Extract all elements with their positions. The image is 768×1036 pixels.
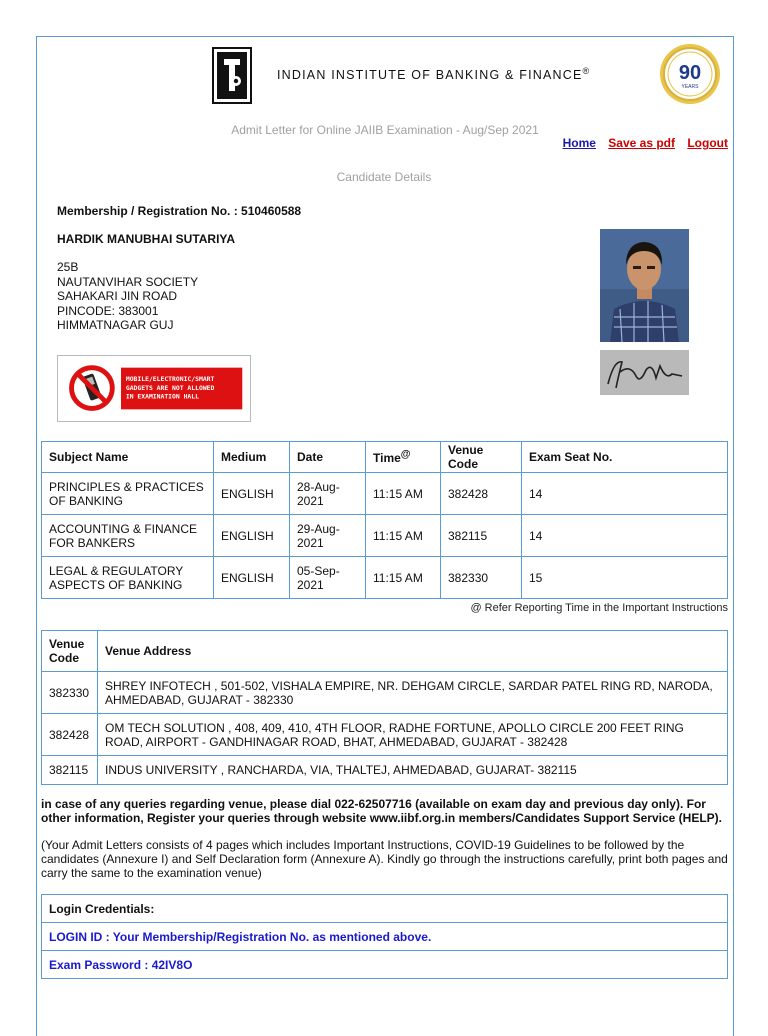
cell-subject: PRINCIPLES & PRACTICES OF BANKING xyxy=(42,473,214,515)
cell-subject: ACCOUNTING & FINANCE FOR BANKERS xyxy=(42,515,214,557)
header-seat: Exam Seat No. xyxy=(522,442,728,473)
cell-venue-code: 382330 xyxy=(441,557,522,599)
address-line: SAHAKARI JIN ROAD xyxy=(57,289,178,303)
cell-venue-code: 382115 xyxy=(441,515,522,557)
warning-line: MOBILE/ELECTRONIC/SMART xyxy=(125,375,215,384)
table-row xyxy=(42,515,728,557)
header-date: Date xyxy=(290,442,366,473)
header-subject: Subject Name xyxy=(42,442,214,473)
table-row xyxy=(42,923,728,951)
cell-date: 29-Aug-2021 xyxy=(290,515,366,557)
cell-seat: 15 xyxy=(522,557,728,599)
registration-number: Membership / Registration No. : 510460588 xyxy=(57,204,302,218)
exam-schedule-table xyxy=(41,441,728,599)
warning-line: GADGETS ARE NOT ALLOWED xyxy=(125,383,215,392)
cell-date: 28-Aug-2021 xyxy=(290,473,366,515)
cell-venue-address: SHREY INFOTECH , 501-502, VISHALA EMPIRE, NR. DEHGAM CIRCLE, SARDAR PATEL RING RD, NARODA, AHMEDABAD, GUJARAT - 382330 xyxy=(98,672,728,714)
reporting-time-note: @ Refer Reporting Time in the Important Instructions xyxy=(470,602,728,614)
cell-seat: 14 xyxy=(522,515,728,557)
table-row xyxy=(42,895,728,923)
table-header-row xyxy=(42,442,728,473)
anniversary-badge-icon xyxy=(659,42,721,106)
cell-date: 05-Sep-2021 xyxy=(290,557,366,599)
venue-address-table xyxy=(41,630,728,785)
candidate-photo xyxy=(600,229,689,342)
institute-name: INDIAN INSTITUTE OF BANKING & FINANCE® xyxy=(277,66,591,83)
login-credentials-table xyxy=(41,894,728,979)
address-line: NAUTANVIHAR SOCIETY xyxy=(57,274,199,289)
no-mobile-warning-sign xyxy=(57,355,251,422)
exam-password: Exam Password : 42IV8O xyxy=(42,951,728,979)
address-line: 25B xyxy=(57,260,79,274)
login-title: Login Credentials: xyxy=(42,895,728,923)
header-medium: Medium xyxy=(214,442,290,473)
table-row xyxy=(42,672,728,714)
candidate-details-heading: Candidate Details xyxy=(336,170,432,184)
cell-time: 11:15 AM xyxy=(366,473,441,515)
header-venue-code: Venue Code xyxy=(42,631,98,672)
address-line: PINCODE: 383001 xyxy=(57,303,159,318)
save-as-pdf-link[interactable]: Save as pdf xyxy=(608,136,675,150)
cell-subject: LEGAL & REGULATORY ASPECTS OF BANKING xyxy=(42,557,214,599)
cell-venue-address: INDUS UNIVERSITY , RANCHARDA, VIA, THALTEJ, AHMEDABAD, GUJARAT- 382115 xyxy=(98,756,728,785)
table-header-row xyxy=(42,631,728,672)
header-venue-code: Venue Code xyxy=(441,442,522,473)
cell-venue-code: 382330 xyxy=(42,672,98,714)
header-time: Time@ xyxy=(366,442,441,473)
warning-line: IN EXAMINATION HALL xyxy=(125,392,199,401)
badge-word: YEARS xyxy=(681,84,699,90)
table-row xyxy=(42,557,728,599)
header-venue-address: Venue Address xyxy=(98,631,728,672)
table-row xyxy=(42,714,728,756)
top-nav xyxy=(554,136,728,150)
cell-medium: ENGLISH xyxy=(214,473,290,515)
cell-venue-code: 382428 xyxy=(42,714,98,756)
cell-venue-address: OM TECH SOLUTION , 408, 409, 410, 4TH FLOOR, RADHE FORTUNE, APOLLO CIRCLE 200 FEET RING ROAD, AIRPORT - GANDHINAGAR ROAD, BHAT, AHMEDABAD, GUJARAT - 382428 xyxy=(98,714,728,756)
venue-query-text: in case of any queries regarding venue, please dial 022-62507716 (available on exam day and previous day only). For other information, Register your queries through website www.iibf.org.in members/Candidates Support Service (HELP). xyxy=(41,797,722,825)
cell-venue-code: 382428 xyxy=(441,473,522,515)
candidate-name: HARDIK MANUBHAI SUTARIYA xyxy=(57,232,236,246)
cell-medium: ENGLISH xyxy=(214,557,290,599)
iibf-logo xyxy=(212,47,252,104)
admit-pages-text: (Your Admit Letters consists of 4 pages which includes Important Instructions, COVID-19 Guidelines to be followed by the candidates (Annexure I) and Self Declaration form (Annexure A). Kindly go through the instructions carefully, print both pages and carry the same to the examination venue) xyxy=(41,838,728,880)
admit-letter-title: Admit Letter for Online JAIIB Examination - Aug/Sep 2021 xyxy=(231,123,539,137)
login-id: LOGIN ID : Your Membership/Registration No. as mentioned above. xyxy=(42,923,728,951)
table-row xyxy=(42,473,728,515)
cell-medium: ENGLISH xyxy=(214,515,290,557)
cell-seat: 14 xyxy=(522,473,728,515)
candidate-signature xyxy=(600,350,689,395)
candidate-address xyxy=(57,260,198,333)
cell-venue-code: 382115 xyxy=(42,756,98,785)
cell-time: 11:15 AM xyxy=(366,515,441,557)
table-row xyxy=(42,951,728,979)
table-row xyxy=(42,756,728,785)
home-link[interactable]: Home xyxy=(562,136,596,150)
badge-number: 90 xyxy=(678,62,702,84)
logout-link[interactable]: Logout xyxy=(687,136,728,150)
cell-time: 11:15 AM xyxy=(366,557,441,599)
address-line: HIMMATNAGAR GUJ xyxy=(57,318,174,332)
